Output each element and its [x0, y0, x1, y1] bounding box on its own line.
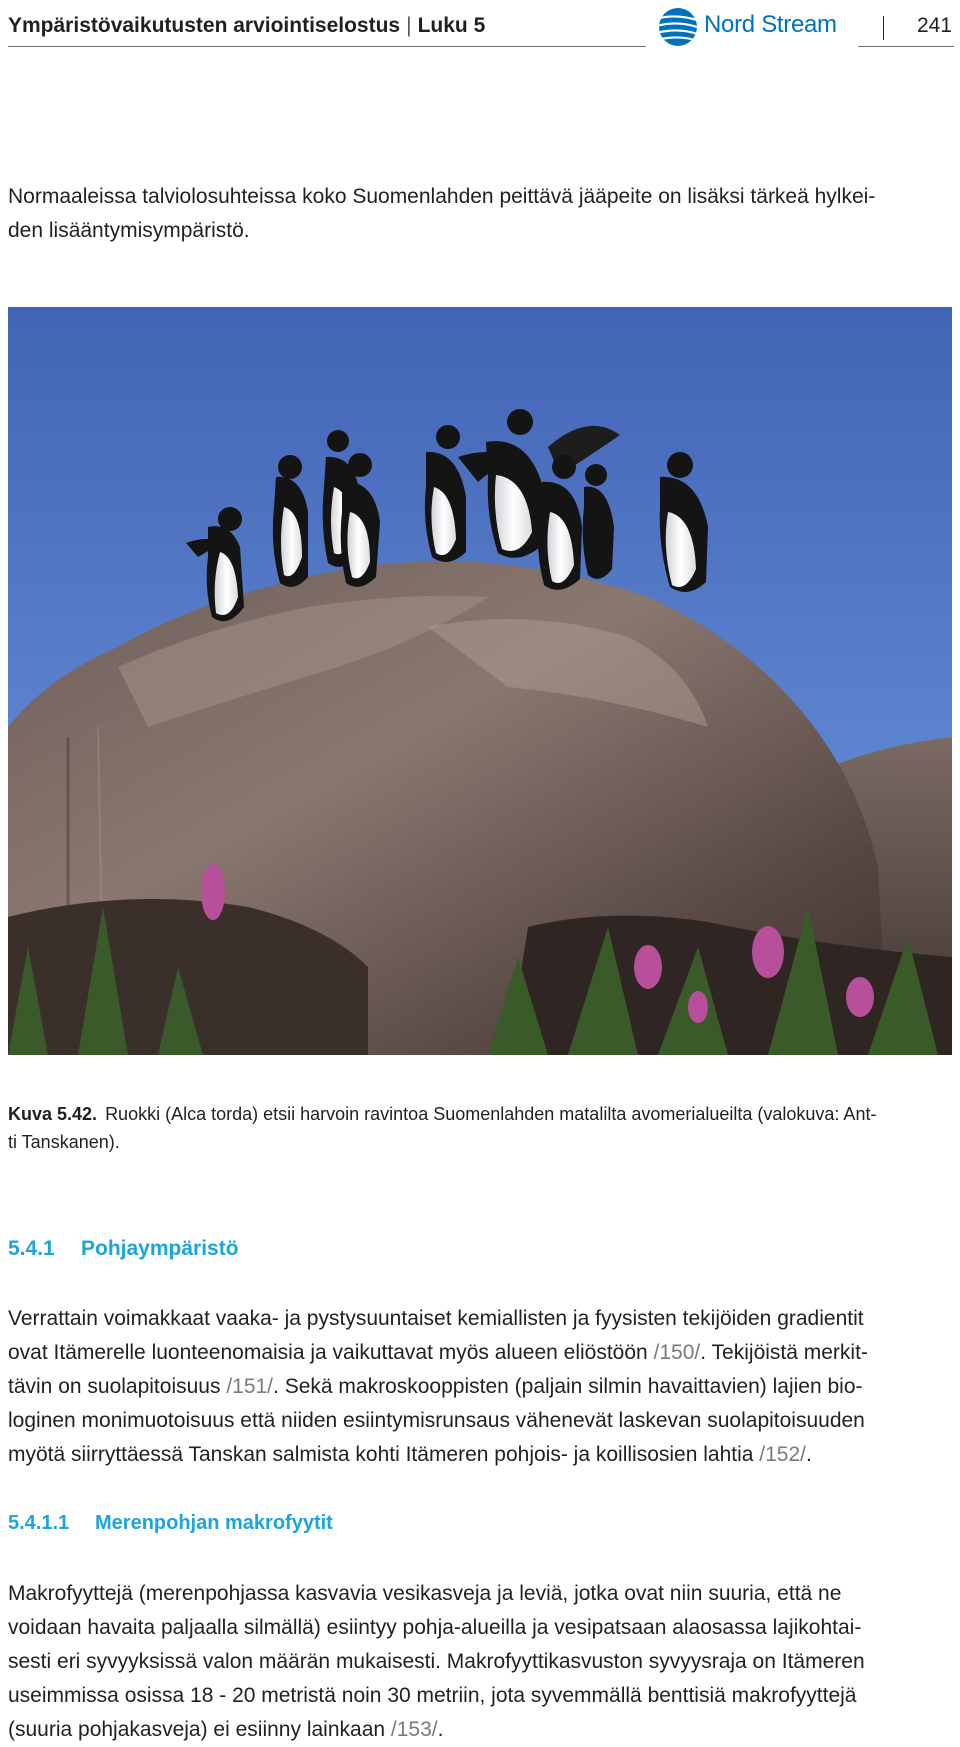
text-line: Makrofyyttejä (merenpohjassa kasvavia vesikasveja ja leviä, jotka ovat niin suuria, että ne	[8, 1582, 842, 1605]
caption-line: ti Tanskanen).	[8, 1132, 120, 1152]
text-segment: ovat Itämerelle luonteenomaisia ja vaikuttavat myös alueen eliöstöön	[8, 1341, 654, 1364]
page-number-box	[858, 10, 954, 47]
razorbill-photo	[8, 307, 952, 1055]
page-header	[8, 10, 646, 47]
reference-150: /150/	[653, 1341, 701, 1364]
text-segment: tävin on suolapitoisuus	[8, 1375, 227, 1398]
section-title: Pohjaympäristö	[81, 1237, 239, 1260]
reference-152: /152/	[759, 1443, 806, 1466]
text-line	[8, 1438, 952, 1472]
section-number: 5.4.1	[8, 1237, 55, 1260]
section-paragraph	[8, 1302, 952, 1472]
text-segment: .	[437, 1718, 444, 1741]
text-segment: myötä siirryttäessä Tanskan salmista kohti Itämeren pohjois- ja koillisosien lahtia	[8, 1443, 760, 1466]
header-divider	[883, 16, 884, 40]
text-line: loginen monimuotoisuus että niiden esiintymisrunsaus vähenevät laskevan suolapitoisuuden	[8, 1409, 865, 1432]
text-line: Normaaleissa talviolosuhteissa koko Suomenlahden peittävä jääpeite on lisäksi tärkeä hylkei-	[8, 185, 876, 208]
text-segment: .	[806, 1443, 812, 1466]
text-line	[8, 1713, 952, 1747]
reference-151: /151/	[226, 1375, 274, 1398]
text-line: sesti eri syvyyksissä valon määrän mukaisesti. Makrofyyttikasvuston syvyysraja on Itämeren	[8, 1650, 865, 1673]
intro-paragraph	[8, 180, 952, 248]
caption-text: Ruokki (Alca torda) etsii harvoin ravintoa Suomenlahden matalilta avomerialueilta (valokuva: Ant-	[105, 1104, 877, 1124]
title-separator: |	[406, 14, 412, 37]
reference-153: /153/	[390, 1718, 438, 1741]
nord-stream-logo	[656, 6, 842, 48]
subsection-heading	[8, 1512, 333, 1535]
caption-label: Kuva 5.42.	[8, 1104, 98, 1124]
caption-line	[8, 1100, 952, 1128]
text-segment: . Sekä makroskooppisten (paljain silmin havaittavien) lajien bio-	[273, 1375, 863, 1398]
nord-stream-globe-icon	[658, 7, 698, 47]
logo-wordmark: Nord Stream	[704, 11, 837, 38]
subsection-paragraph	[8, 1577, 952, 1747]
document-title-main: Ympäristövaikutusten arviointiselostus	[8, 14, 401, 37]
text-line: useimmissa osissa 18 - 20 metristä noin 30 metriin, jota syvemmällä benttisiä makrofyyttejä	[8, 1684, 857, 1707]
text-segment: (suuria pohjakasveja) ei esiinny lainkaan	[8, 1718, 391, 1741]
subsection-number: 5.4.1.1	[8, 1512, 70, 1534]
section-heading	[8, 1237, 239, 1261]
text-line	[8, 1336, 952, 1370]
chapter-label: Luku 5	[417, 14, 486, 37]
subsection-title: Merenpohjan makrofyytit	[95, 1512, 333, 1534]
page-number: 241	[916, 14, 952, 37]
text-line	[8, 1370, 952, 1404]
text-segment: . Tekijöistä merkit-	[700, 1341, 868, 1364]
document-title	[8, 14, 485, 38]
text-line: den lisääntymisympäristö.	[8, 219, 250, 242]
figure-caption	[8, 1100, 952, 1156]
text-line: Verrattain voimakkaat vaaka- ja pystysuuntaiset kemiallisten ja fyysisten tekijöiden gradientit	[8, 1307, 864, 1330]
text-line: voidaan havaita paljaalla silmällä) esiintyy pohja-alueilla ja vesipatsaan alaosassa lajikohtai-	[8, 1616, 862, 1639]
